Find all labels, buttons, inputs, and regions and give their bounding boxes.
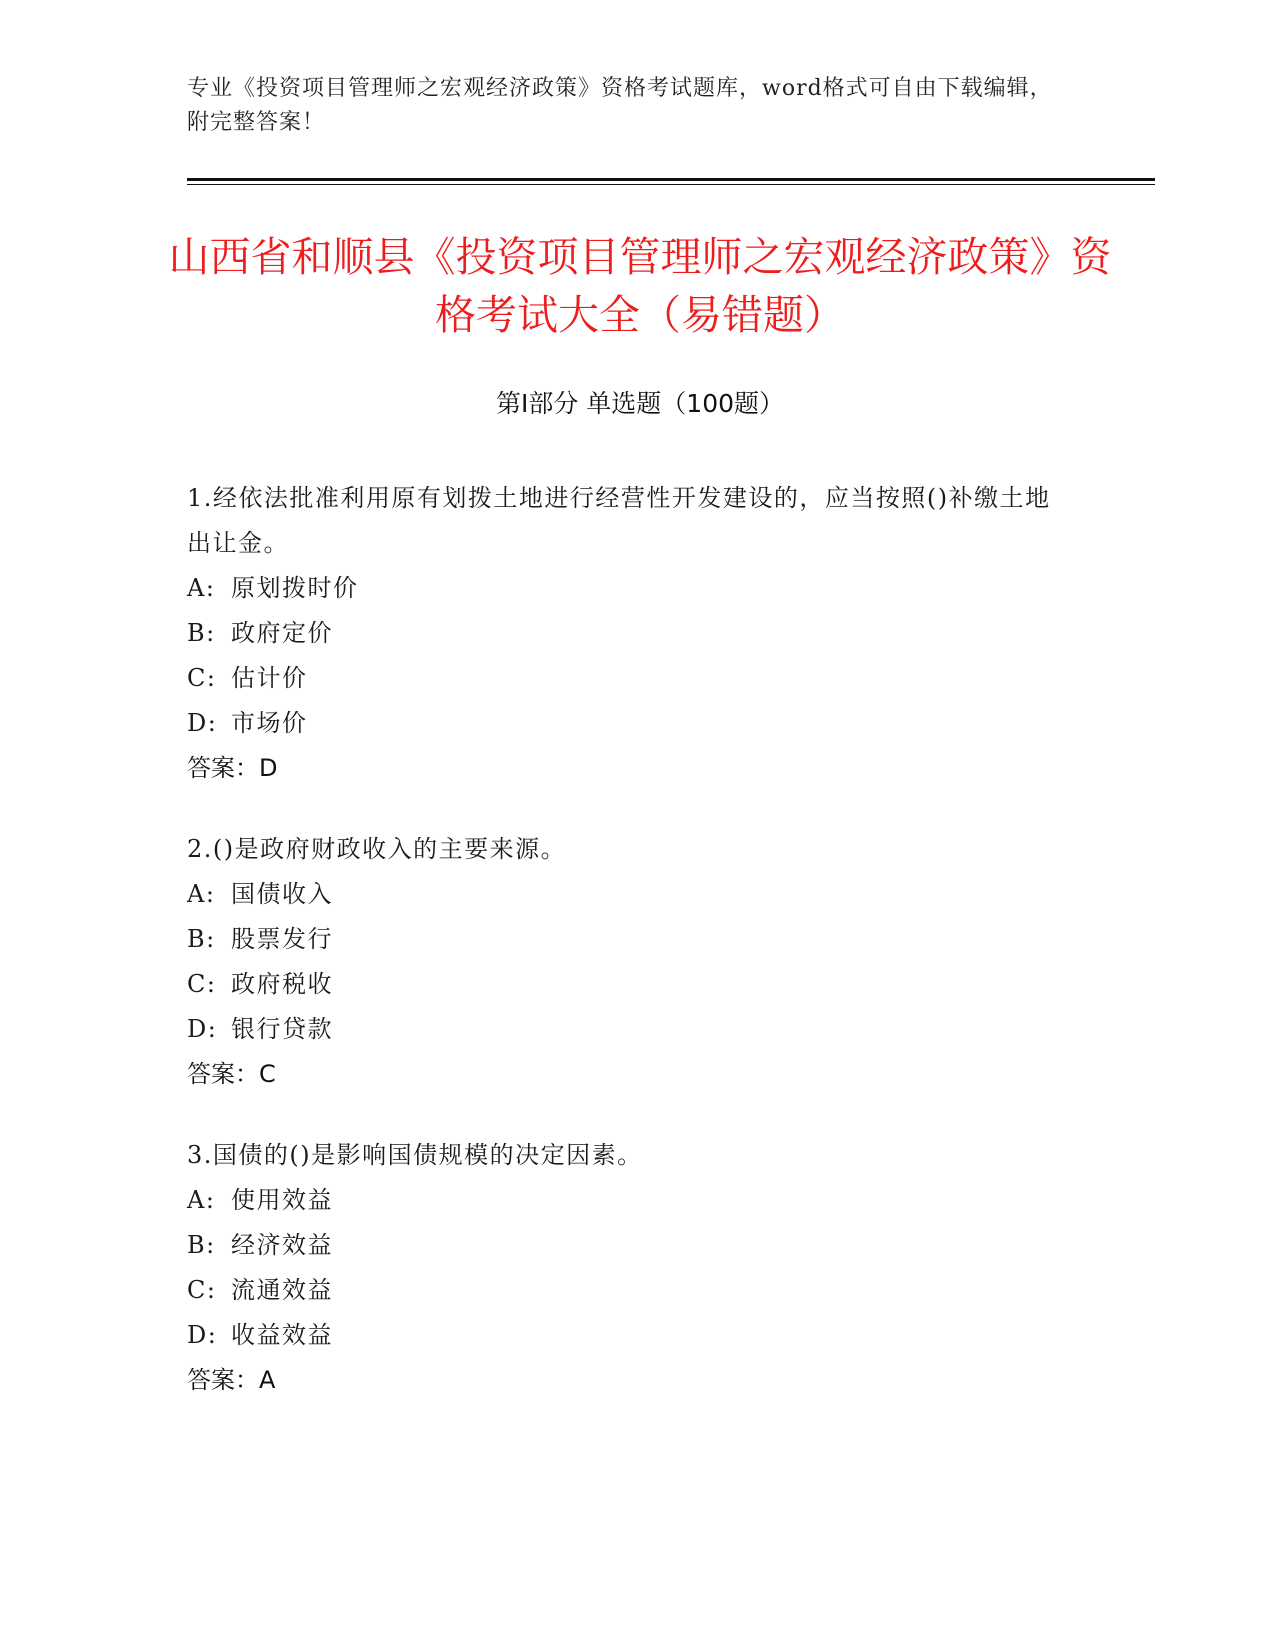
question-item — [187, 476, 1067, 791]
option-text: 政府税收 — [231, 970, 333, 998]
question-stem: 3.国债的()是影响国债规模的决定因素。 — [187, 1141, 643, 1169]
option-text: 国债收入 — [231, 880, 333, 908]
option-text: 估计价 — [231, 664, 308, 692]
option-d — [187, 701, 1067, 746]
question-list — [187, 476, 1067, 1439]
option-text: 流通效益 — [231, 1276, 333, 1304]
question-stem: 2.()是政府财政收入的主要来源。 — [187, 835, 567, 863]
option-key: D: — [187, 1321, 218, 1349]
document-title: 山西省和顺县《投资项目管理师之宏观经济政策》资格考试大全（易错题） — [168, 233, 1112, 339]
option-text: 使用效益 — [231, 1186, 333, 1214]
option-b — [187, 1223, 1067, 1268]
header-divider-thin — [187, 184, 1155, 185]
header-note: 专业《投资项目管理师之宏观经济政策》资格考试题库，word格式可自由下载编辑，附完整答案！ — [187, 76, 1053, 135]
question-stem: 1.经依法批准利用原有划拨土地进行经营性开发建设的，应当按照()补缴土地出让金。 — [187, 484, 1051, 557]
option-b — [187, 917, 1067, 962]
option-text: 经济效益 — [231, 1231, 333, 1259]
option-text: 收益效益 — [231, 1321, 333, 1349]
answer-line: 答案：C — [187, 1060, 276, 1088]
answer-line: 答案：D — [187, 754, 278, 782]
option-c — [187, 656, 1067, 701]
option-key: D: — [187, 1015, 218, 1043]
question-item — [187, 1133, 1067, 1403]
option-text: 银行贷款 — [231, 1015, 333, 1043]
option-key: C: — [187, 1276, 217, 1304]
option-key: C: — [187, 970, 217, 998]
header-divider-thick — [187, 178, 1155, 181]
option-key: A: — [187, 1186, 216, 1214]
option-text: 市场价 — [231, 709, 308, 737]
option-key: B: — [187, 925, 216, 953]
option-d — [187, 1313, 1067, 1358]
question-item — [187, 827, 1067, 1097]
option-text: 股票发行 — [231, 925, 333, 953]
option-key: D: — [187, 709, 218, 737]
option-c — [187, 962, 1067, 1007]
option-c — [187, 1268, 1067, 1313]
option-key: B: — [187, 619, 216, 647]
option-key: A: — [187, 574, 216, 602]
option-a — [187, 872, 1067, 917]
option-key: A: — [187, 880, 216, 908]
option-b — [187, 611, 1067, 656]
option-text: 政府定价 — [231, 619, 333, 647]
answer-line: 答案：A — [187, 1366, 276, 1394]
option-d — [187, 1007, 1067, 1052]
option-a — [187, 1178, 1067, 1223]
option-text: 原划拨时价 — [231, 574, 359, 602]
option-a — [187, 566, 1067, 611]
section-title: 第Ⅰ部分 单选题（100题） — [495, 389, 785, 418]
option-key: B: — [187, 1231, 216, 1259]
option-key: C: — [187, 664, 217, 692]
